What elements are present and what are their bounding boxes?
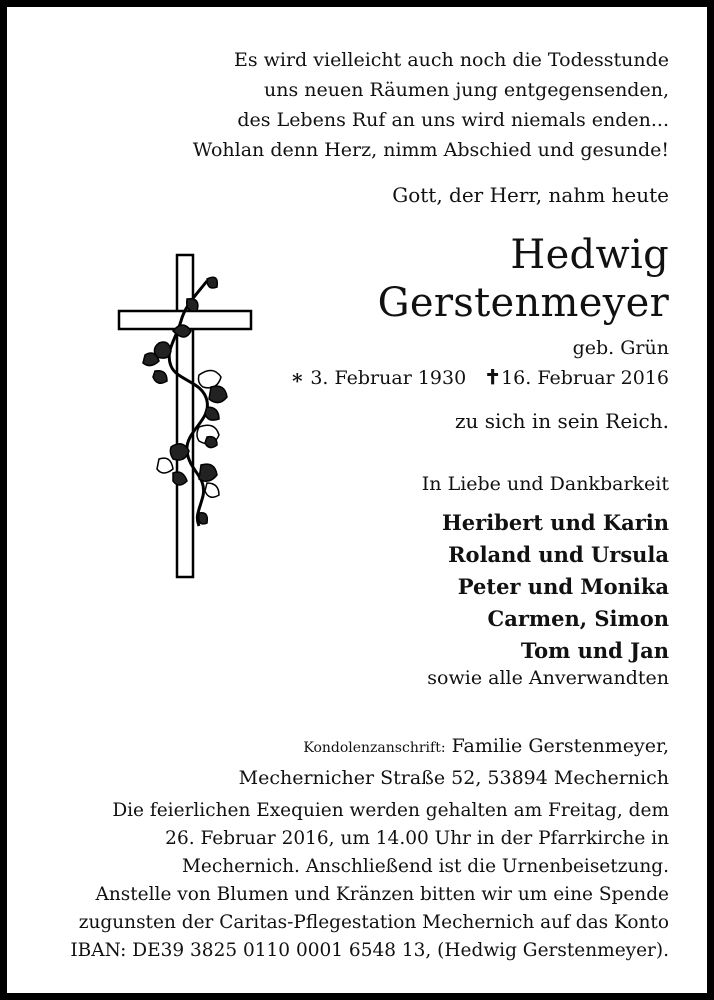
family-member: Carmen, Simon xyxy=(487,606,669,631)
info-line: Anstelle von Blumen und Kränzen bitten wir um eine Spende xyxy=(95,884,669,905)
family-member: Peter und Monika xyxy=(457,574,669,599)
last-name: Gerstenmeyer xyxy=(377,280,669,326)
family-member: Heribert und Karin xyxy=(441,510,669,535)
reich-text: zu sich in sein Reich. xyxy=(455,409,669,433)
first-name: Hedwig xyxy=(510,232,669,278)
deceased-name xyxy=(378,231,669,327)
condolence-street: Mechernicher Straße 52, 53894 Mechernich xyxy=(238,767,669,789)
death-date: 16. Februar 2016 xyxy=(501,367,669,389)
info-line: 26. Februar 2016, um 14.00 Uhr in der Pfarrkirche in xyxy=(165,828,669,849)
condolence-label: Kondolenzanschrift: xyxy=(303,740,446,756)
family-list xyxy=(442,507,669,667)
family-member: Tom und Jan xyxy=(520,638,669,663)
info-line: IBAN: DE39 3825 0110 0001 6548 13, (Hedwig Gerstenmeyer). xyxy=(70,940,669,961)
poem-line: des Lebens Ruf an uns wird niemals enden... xyxy=(237,109,669,131)
info-line: Die feierlichen Exequien werden gehalten am Freitag, dem xyxy=(112,800,669,821)
family-member: Roland und Ursula xyxy=(448,542,669,567)
birth-date: 3. Februar 1930 xyxy=(310,367,467,389)
death-cross-icon: ✝ xyxy=(484,365,502,389)
dedication-text: In Liebe und Dankbarkeit xyxy=(421,473,669,495)
life-dates xyxy=(290,365,669,389)
condolence-address xyxy=(239,731,669,793)
relatives-text: sowie alle Anverwandten xyxy=(427,667,669,689)
condolence-name: Familie Gerstenmeyer, xyxy=(451,735,669,757)
info-line: Mechernich. Anschließend ist die Urnenbeisetzung. xyxy=(181,856,669,877)
cross-with-ivy-icon xyxy=(115,251,255,581)
info-line: zugunsten der Caritas-Pflegestation Mechernich auf das Konto xyxy=(78,912,669,933)
service-info xyxy=(70,797,669,965)
poem-line: uns neuen Räumen jung entgegensenden, xyxy=(264,79,669,101)
intro-text: Gott, der Herr, nahm heute xyxy=(392,183,669,207)
maiden-name: geb. Grün xyxy=(572,337,669,359)
poem xyxy=(193,45,669,165)
poem-line: Wohlan denn Herz, nimm Abschied und gesunde! xyxy=(192,139,669,161)
poem-line: Es wird vielleicht auch noch die Todesstunde xyxy=(233,49,669,71)
birth-star-icon: ∗ xyxy=(290,365,305,389)
